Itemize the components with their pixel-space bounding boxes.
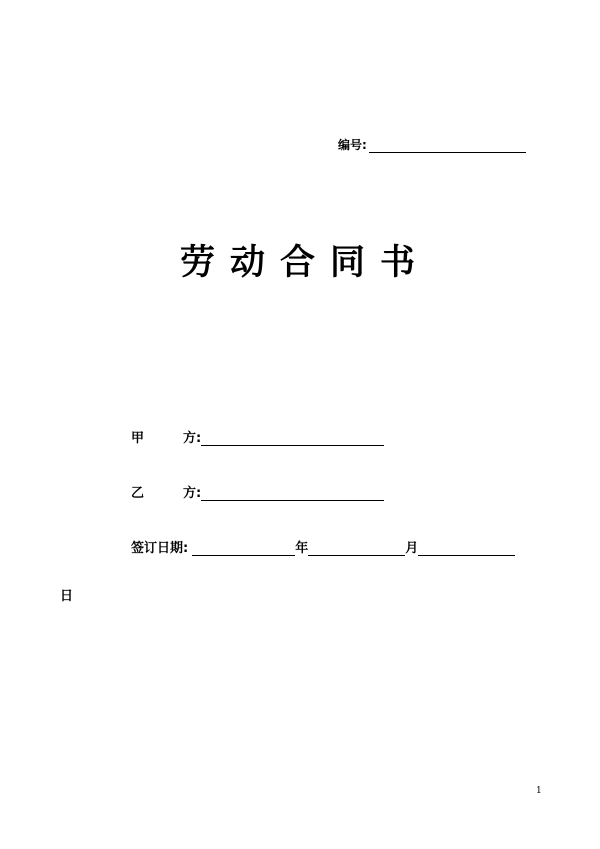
day-label: 日 bbox=[60, 589, 74, 604]
serial-number-field bbox=[338, 136, 526, 153]
document-title: 劳动合同书 bbox=[179, 243, 430, 283]
month-label: 月 bbox=[405, 541, 419, 556]
party-a-label: 甲 bbox=[131, 431, 145, 446]
sign-date-label: 签订日期: bbox=[131, 541, 189, 556]
serial-number-blank bbox=[369, 141, 526, 153]
day-blank bbox=[418, 543, 515, 556]
party-a-suffix: 方: bbox=[183, 431, 202, 446]
party-b-suffix: 方: bbox=[183, 486, 202, 501]
sign-date-field bbox=[131, 537, 515, 556]
year-blank bbox=[192, 543, 295, 556]
year-label: 年 bbox=[295, 541, 309, 556]
party-a-field bbox=[131, 427, 384, 446]
serial-number-label: 编号: bbox=[338, 138, 367, 152]
month-blank bbox=[308, 543, 405, 556]
party-a-blank bbox=[201, 433, 384, 446]
party-b-label: 乙 bbox=[131, 486, 145, 501]
party-b-field bbox=[131, 482, 384, 501]
page-number: 1 bbox=[536, 786, 542, 796]
party-b-blank bbox=[201, 488, 384, 501]
